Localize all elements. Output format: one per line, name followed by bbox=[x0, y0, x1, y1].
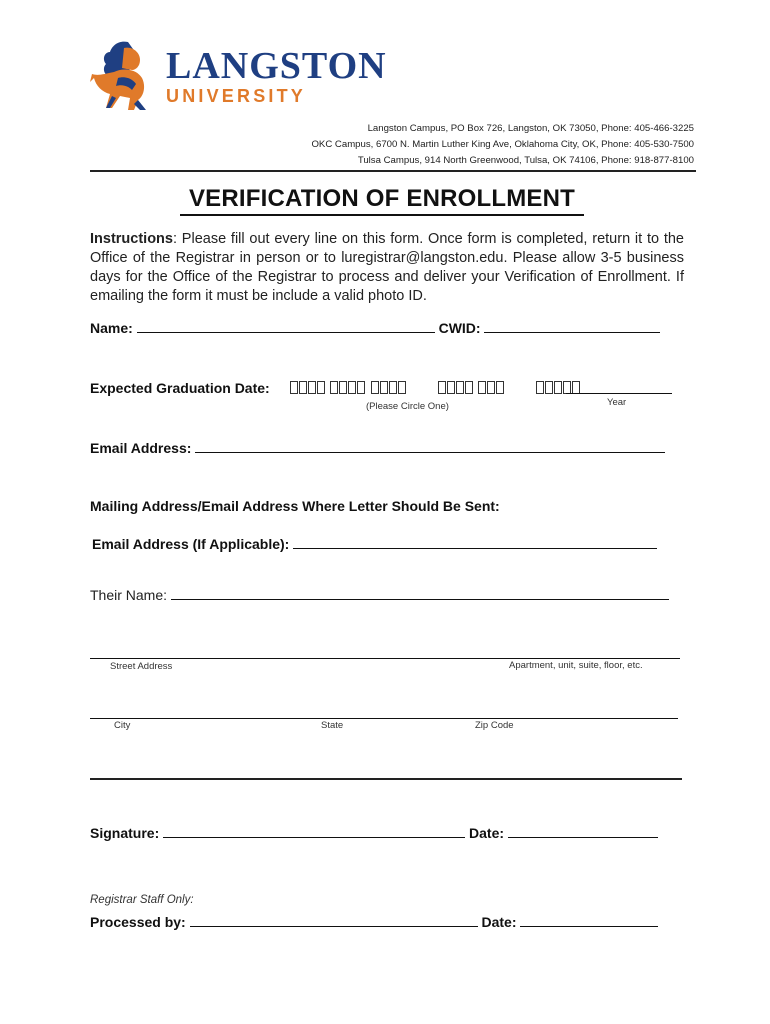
their-name-label: Their Name: bbox=[90, 587, 168, 603]
instructions-label: Instructions bbox=[90, 231, 173, 247]
instructions bbox=[90, 230, 684, 306]
signature-row bbox=[90, 824, 658, 842]
zip-code-label: Zip Code bbox=[475, 720, 514, 731]
email-label: Email Address: bbox=[90, 440, 192, 456]
city-label: City bbox=[114, 720, 131, 731]
city-state-zip-input-line[interactable] bbox=[90, 705, 678, 724]
email-input-line[interactable] bbox=[195, 439, 665, 453]
street-address-label: Street Address bbox=[110, 661, 173, 672]
year-label: Year bbox=[607, 397, 627, 408]
their-name-input-line[interactable] bbox=[171, 586, 669, 600]
campus-line-tulsa: Tulsa Campus, 914 North Greenwood, Tulsa, OK 74106, Phone: 918-877-8100 bbox=[357, 155, 694, 166]
circle-one-hint: (Please Circle One) bbox=[366, 401, 449, 412]
campus-line-langston: Langston Campus, PO Box 726, Langston, OK 73050, Phone: 405-466-3225 bbox=[367, 123, 694, 134]
apartment-label: Apartment, unit, suite, floor, etc. bbox=[509, 660, 643, 671]
email-applicable-input-line[interactable] bbox=[293, 535, 657, 549]
mailing-heading: Mailing Address/Email Address Where Letter Should Be Sent: bbox=[90, 498, 500, 514]
processed-date-input-line[interactable] bbox=[520, 913, 658, 927]
term-options[interactable] bbox=[290, 380, 581, 398]
name-label: Name: bbox=[90, 320, 133, 336]
email-applicable-label: Email Address (If Applicable): bbox=[92, 536, 290, 552]
email-row bbox=[90, 439, 665, 457]
cwid-label: CWID: bbox=[438, 320, 481, 336]
campus-line-okc: OKC Campus, 6700 N. Martin Luther King Ave, Oklahoma City, OK, Phone: 405-530-7500 bbox=[311, 139, 694, 150]
processed-by-input-line[interactable] bbox=[190, 913, 478, 927]
logo-wordmark-university: UNIVERSITY bbox=[166, 86, 307, 106]
registrar-staff-only-note: Registrar Staff Only: bbox=[90, 894, 194, 906]
processed-date-label: Date: bbox=[481, 914, 517, 930]
their-name-row bbox=[90, 586, 669, 604]
state-label: State bbox=[321, 720, 344, 731]
signature-label: Signature: bbox=[90, 825, 160, 841]
header-divider bbox=[90, 170, 696, 172]
logo-wordmark-langston: LANGSTON bbox=[166, 45, 387, 87]
email-applicable-row bbox=[92, 535, 657, 553]
signature-date-input-line[interactable] bbox=[508, 824, 658, 838]
processed-row bbox=[90, 913, 658, 931]
lion-mascot-icon bbox=[88, 38, 162, 114]
signature-date-label: Date: bbox=[469, 825, 505, 841]
name-input-line[interactable] bbox=[137, 319, 435, 333]
section-divider bbox=[90, 778, 682, 780]
form-title: VERIFICATION OF ENROLLMENT bbox=[180, 184, 584, 216]
signature-input-line[interactable] bbox=[163, 824, 465, 838]
cwid-input-line[interactable] bbox=[484, 319, 660, 333]
graduation-row bbox=[90, 379, 270, 397]
instructions-text: : Please fill out every line on this form. Once form is completed, return it to the Office of the Registrar in person or to luregistrar@langston.edu. Please allow 3-5 business days for the Office of the Registrar to process and deliver your Verification of Enrollment. If emailing the form it must be include a valid photo ID. bbox=[90, 231, 684, 304]
name-row bbox=[90, 319, 660, 337]
graduation-date-label: Expected Graduation Date: bbox=[90, 380, 270, 396]
processed-by-label: Processed by: bbox=[90, 914, 186, 930]
university-logo bbox=[88, 38, 418, 114]
